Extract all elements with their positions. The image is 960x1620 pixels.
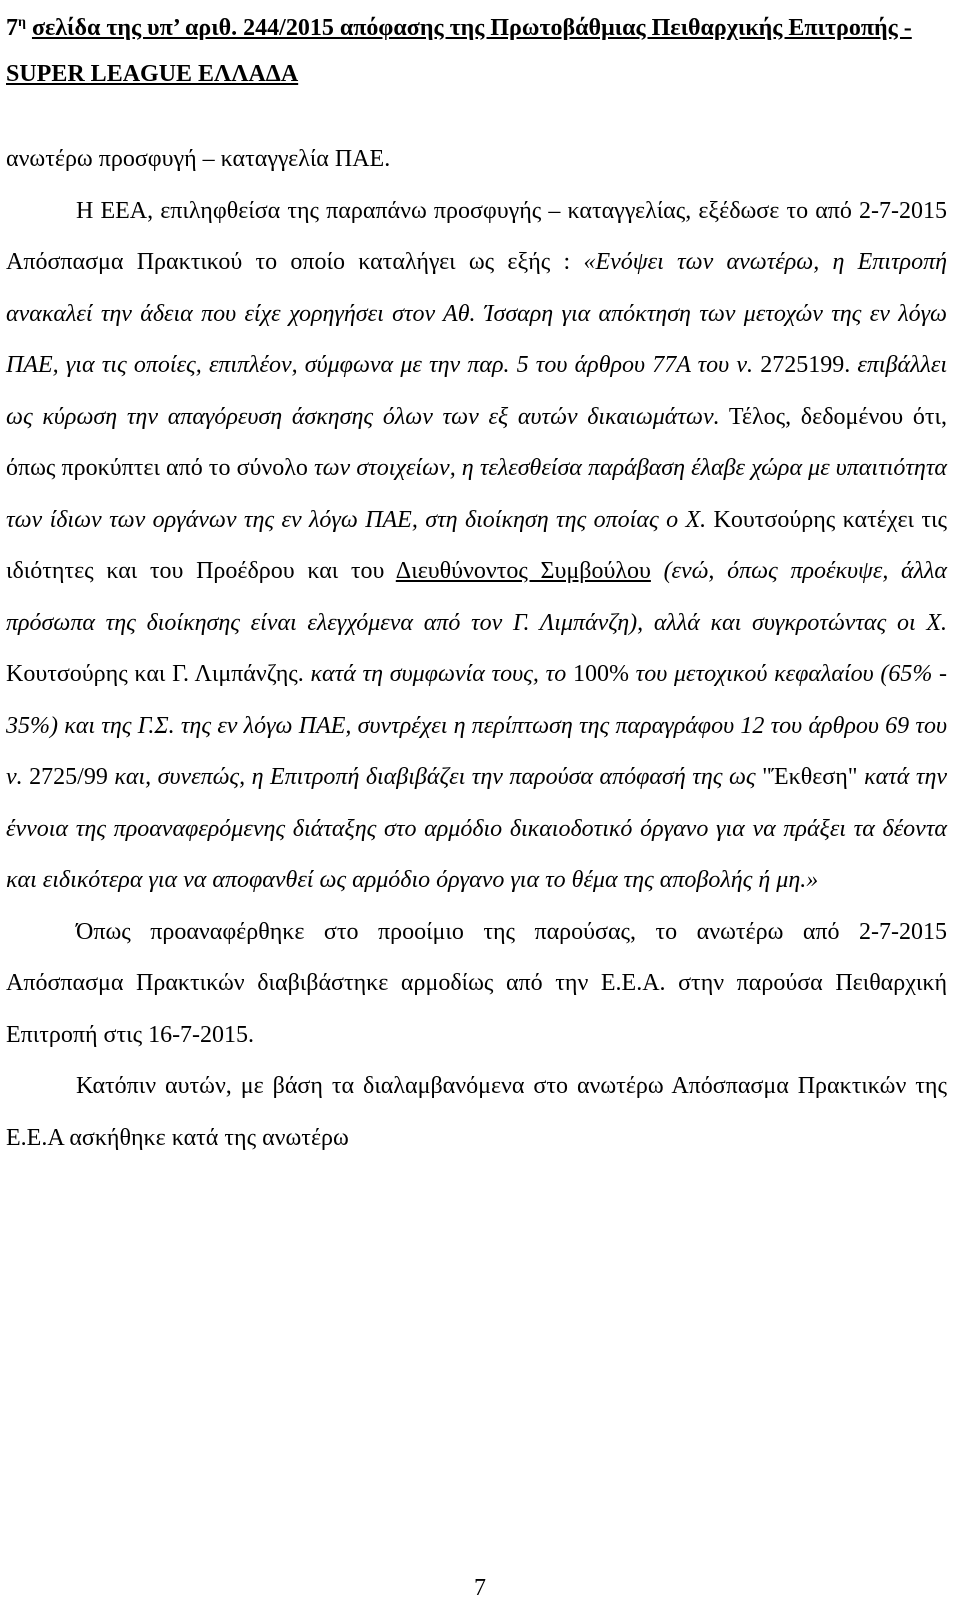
paragraph-quote [6,186,947,907]
paragraph-transmission: Όπως προαναφέρθηκε στο προοίμιο της παρούσας, το ανωτέρω από 2-7-2015 Απόσπασμα Πρακτικών διαβιβάστηκε αρμοδίως από την Ε.Ε.Α. στην παρούσα Πειθαρχική Επιτροπή στις 16-7-2015. [6,918,947,1048]
quote-part-e: κατά τη συμφωνία τους, το [310,661,567,687]
paragraph-continuation: ανωτέρω προσφυγή – καταγγελία ΠΑΕ. [6,146,391,172]
quote-plain-e: 100% [572,661,629,687]
header-title: σελίδα της υπ’ αριθ. 244/2015 απόφασης της Πρωτοβάθμιας Πειθαρχικής Επιτροπής - SUPER LEAGUE ΕΛΛΑΔΑ [6,15,912,87]
quote-plain-f: 2725/99 [29,764,108,790]
underlined-title: Διευθύνοντος Συμβούλου [395,558,651,584]
quote-part-g: και, συνεπώς, η Επιτροπή διαβιβάζει την παρούσα απόφασή της ως [114,764,756,790]
quote-plain-d: Κουτσούρης και Γ. Λιμπάνζης. [6,661,304,687]
quote-plain-b: Τέλος, δεδομένου ότι, όπως προκύπτει από το σύνολο [6,403,947,481]
quote-part-c: των στοιχείων, η τελεσθείσα παράβαση έλαβε χώρα με υπαιτιότητα των ίδιων των οργάνων της εν λόγω ΠΑΕ, στη διοίκηση της οποίας ο Χ. [6,455,948,533]
quote-part-f: του μετοχικού κεφαλαίου (65% - 35%) και της Γ.Σ. της εν λόγω ΠΑΕ, συντρέχει η περίπτωση της παραγράφου 12 του άρθρου 69 του ν. [6,661,948,790]
quote-plain-c: Κουτσούρης κατέχει τις ιδιότητες και του Προέδρου και του [6,506,948,584]
quote-part-d: (ενώ, όπως προέκυψε, άλλα πρόσωπα της διοίκησης είναι ελεγχόμενα από τον Γ. Λιμπάνζη), αλλά και συγκροτώντας οι Χ. [6,558,948,636]
quote-part-b: επιβάλλει ως κύρωση την απαγόρευση άσκησης όλων των εξ αυτών δικαιωμάτων. [6,352,947,430]
page-header [6,0,954,97]
quote-intro: Η ΕΕΑ, επιληφθείσα της παραπάνω προσφυγής – καταγγελίας, εξέδωσε το από 2-7-2015 Απόσπασμα Πρακτικού το οποίο καταλήγει ως εξής : [6,197,947,275]
document-body [6,134,947,1164]
page-ordinal: 7 [6,15,18,41]
law-number: 2725199. [760,352,851,378]
page-number: 7 [474,1575,486,1601]
quote-part-a: «Ενόψει των ανωτέρω, η Επιτροπή ανακαλεί την άδεια που είχε χορηγήσει στον Αθ. Ίσσαρη για απόκτηση των μετοχών της εν λόγω ΠΑΕ, για τις οποίες, επιπλέον, σύμφωνα με την παρ. 5 του άρθρου 77Α του ν. [6,249,948,378]
quote-part-h: κατά την έννοια της προαναφερόμενης διάταξης στο αρμόδιο δικαιοδοτικό όργανο για να πράξει τα δέοντα και ειδικότερα για να αποφανθεί ως αρμόδιο όργανο για το θέμα της αποβολής ή μη.» [6,764,948,893]
page-ordinal-suffix: η [18,15,26,30]
quote-plain-g: "Έκθεση" [762,764,858,790]
paragraph-conclusion: Κατόπιν αυτών, με βάση τα διαλαμβανόμενα στο ανωτέρω Απόσπασμα Πρακτικών της Ε.Ε.Α ασκήθηκε κατά της ανωτέρω [6,1073,947,1151]
